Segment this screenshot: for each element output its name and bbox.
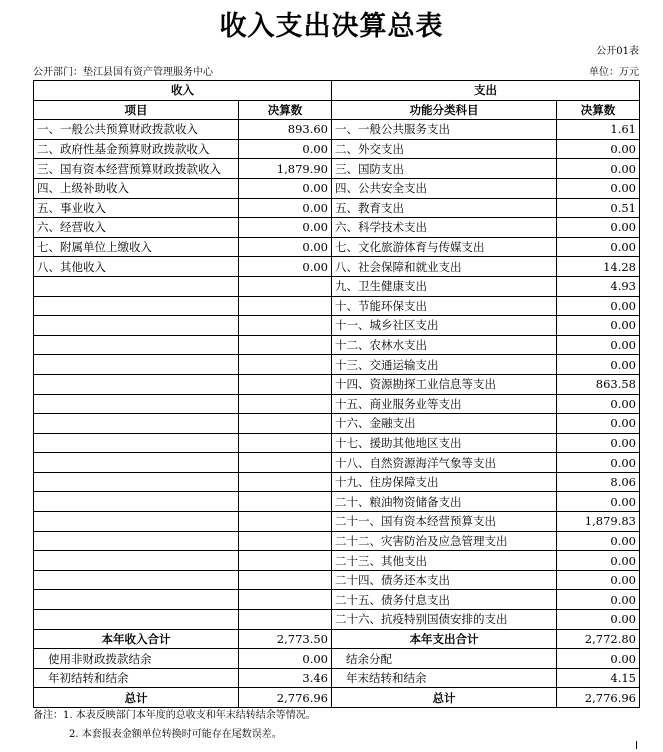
department-label: 公开部门：垫江县国有资产管理服务中心 [33,67,213,78]
table-row [34,218,640,238]
income-item-label [34,433,239,453]
begin-balance-value: 3.46 [239,668,332,688]
begin-balance-label: 年初结转和结余 [34,668,239,688]
income-item-label [34,276,239,296]
income-item-value [239,316,332,336]
expense-item-label: 二十二、灾害防治及应急管理支出 [332,531,557,551]
end-balance-label: 年末结转和结余 [332,668,557,688]
form-code: 公开01表 [596,46,639,57]
income-item-label: 八、其他收入 [34,257,239,277]
income-item-value [239,355,332,375]
income-item-value [239,433,332,453]
expense-item-label: 三、国防支出 [332,159,557,179]
total-row [34,629,640,649]
expense-item-value: 8.06 [557,472,640,492]
expense-item-value: 0.00 [557,551,640,571]
expense-item-label: 十、节能环保支出 [332,296,557,316]
expense-item-label: 二、外交支出 [332,139,557,159]
table-row [34,139,640,159]
table-row [34,453,640,473]
income-item-label [34,296,239,316]
function-item-header: 功能分类科目 [332,100,557,120]
expense-item-value: 0.00 [557,531,640,551]
expense-item-value: 4.93 [557,276,640,296]
income-total-label: 本年收入合计 [34,629,239,649]
grand-total-row [34,688,640,708]
income-item-value [239,492,332,512]
expense-item-value: 0.00 [557,433,640,453]
table-row [34,159,640,179]
expense-item-value: 0.00 [557,414,640,434]
note-2: 2. 本套报表金额单位转换时可能存在尾数误差。 [69,729,282,740]
expense-item-value: 863.58 [557,374,640,394]
expense-item-value: 0.00 [557,237,640,257]
expense-item-label: 十三、交通运输支出 [332,355,557,375]
grand-income-value: 2,776.96 [239,688,332,708]
income-item-label [34,394,239,414]
note-1: 备注：1. 本表反映部门本年度的总收支和年末结转结余等情况。 [33,710,316,721]
table-row [34,257,640,277]
table-row [34,316,640,336]
expense-item-label: 一、一般公共服务支出 [332,120,557,140]
table-row [34,570,640,590]
expense-item-label: 八、社会保障和就业支出 [332,257,557,277]
table-row [34,394,640,414]
income-item-value [239,414,332,434]
table-row [34,120,640,140]
table-row [34,551,640,571]
income-item-value [239,512,332,532]
income-item-value [239,551,332,571]
use-nonfiscal-label: 使用非财政拨款结余 [34,649,239,669]
balance-row-2 [34,668,640,688]
income-item-label [34,374,239,394]
income-item-value [239,472,332,492]
expense-item-label: 十七、援助其他地区支出 [332,433,557,453]
table-row [34,492,640,512]
amount-header: 决算数 [239,100,332,120]
end-balance-value: 4.15 [557,668,640,688]
income-item-label [34,335,239,355]
expense-item-label: 九、卫生健康支出 [332,276,557,296]
income-item-label [34,610,239,630]
expense-item-value: 0.00 [557,453,640,473]
expense-item-value: 0.00 [557,355,640,375]
income-item-label [34,414,239,434]
income-item-value [239,296,332,316]
item-header: 项目 [34,100,239,120]
expense-item-label: 五、教育支出 [332,198,557,218]
expense-item-value: 0.00 [557,316,640,336]
surplus-dist-label: 结余分配 [332,649,557,669]
expense-item-label: 四、公共安全支出 [332,178,557,198]
amount-header-2: 决算数 [557,100,640,120]
page-mark [636,741,637,749]
grand-total-label: 总计 [34,688,239,708]
expense-item-value: 1.61 [557,120,640,140]
income-item-value [239,610,332,630]
income-item-label [34,531,239,551]
income-item-value [239,590,332,610]
expense-item-label: 十一、城乡社区支出 [332,316,557,336]
expense-item-label: 二十四、债务还本支出 [332,570,557,590]
income-item-label [34,472,239,492]
expense-item-value: 0.00 [557,139,640,159]
use-nonfiscal-value: 0.00 [239,649,332,669]
grand-total-label-2: 总计 [332,688,557,708]
income-header: 收入 [34,81,332,101]
table-row [34,178,640,198]
expense-item-label: 六、科学技术支出 [332,218,557,238]
income-item-label: 六、经营收入 [34,218,239,238]
expense-item-label: 二十、粮油物资储备支出 [332,492,557,512]
expense-item-value: 0.00 [557,394,640,414]
table-row [34,374,640,394]
unit-line [33,63,639,77]
expense-item-label: 二十五、债务付息支出 [332,590,557,610]
expense-item-label: 十二、农林水支出 [332,335,557,355]
surplus-dist-value: 0.00 [557,649,640,669]
income-item-value: 0.00 [239,237,332,257]
income-item-label: 四、上级补助收入 [34,178,239,198]
income-item-label [34,355,239,375]
income-item-label [34,590,239,610]
income-item-label [34,316,239,336]
income-item-value: 0.00 [239,139,332,159]
header-row-2 [34,100,640,120]
income-item-label [34,551,239,571]
expense-item-label: 十四、资源勘探工业信息等支出 [332,374,557,394]
income-item-value [239,374,332,394]
table-row [34,531,640,551]
expense-item-value: 0.00 [557,178,640,198]
income-item-value [239,570,332,590]
summary-table [33,80,640,708]
income-item-value [239,531,332,551]
table-row [34,237,640,257]
expense-item-label: 二十一、国有资本经营预算支出 [332,512,557,532]
expense-item-value: 14.28 [557,257,640,277]
expense-item-value: 0.00 [557,492,640,512]
income-item-label [34,492,239,512]
expense-item-value: 0.00 [557,570,640,590]
expense-total-label: 本年支出合计 [332,629,557,649]
table-row [34,590,640,610]
expense-header: 支出 [332,81,640,101]
income-item-value [239,453,332,473]
expense-item-label: 十六、金融支出 [332,414,557,434]
income-item-value: 0.00 [239,218,332,238]
income-item-label: 七、附属单位上缴收入 [34,237,239,257]
income-item-value: 0.00 [239,257,332,277]
expense-item-value: 0.00 [557,218,640,238]
expense-item-label: 二十三、其他支出 [332,551,557,571]
expense-item-label: 十八、自然资源海洋气象等支出 [332,453,557,473]
income-item-label [34,512,239,532]
income-item-label [34,570,239,590]
table-row [34,512,640,532]
page-title: 收入支出决算总表 [219,11,444,42]
table-row [34,610,640,630]
income-item-label: 一、一般公共预算财政拨款收入 [34,120,239,140]
expense-item-label: 二十六、抗疫特别国债安排的支出 [332,610,557,630]
expense-item-value: 0.00 [557,296,640,316]
table-row [34,355,640,375]
income-item-value: 0.00 [239,178,332,198]
expense-item-value: 0.00 [557,335,640,355]
expense-item-value: 1,879.83 [557,512,640,532]
header-row-1 [34,81,640,101]
expense-item-value: 0.51 [557,198,640,218]
expense-item-label: 十五、商业服务业等支出 [332,394,557,414]
income-total-value: 2,773.50 [239,629,332,649]
table-row [34,198,640,218]
expense-item-label: 十九、住房保障支出 [332,472,557,492]
income-item-label: 五、事业收入 [34,198,239,218]
table-row [34,335,640,355]
expense-item-value: 0.00 [557,590,640,610]
income-item-value: 893.60 [239,120,332,140]
table-row [34,472,640,492]
income-item-value [239,394,332,414]
expense-item-value: 0.00 [557,159,640,179]
table-row [34,414,640,434]
income-item-label [34,453,239,473]
table-row [34,276,640,296]
income-item-label: 二、政府性基金预算财政拨款收入 [34,139,239,159]
income-item-value [239,276,332,296]
balance-row-1 [34,649,640,669]
unit-label: 单位：万元 [589,67,639,78]
expense-total-value: 2,772.80 [557,629,640,649]
notes [33,706,316,744]
expense-item-value: 0.00 [557,610,640,630]
expense-item-label: 七、文化旅游体育与传媒支出 [332,237,557,257]
income-item-value: 1,879.90 [239,159,332,179]
income-item-label: 三、国有资本经营预算财政拨款收入 [34,159,239,179]
table-row [34,433,640,453]
table-row [34,296,640,316]
income-item-value: 0.00 [239,198,332,218]
grand-expense-value: 2,776.96 [557,688,640,708]
income-item-value [239,335,332,355]
